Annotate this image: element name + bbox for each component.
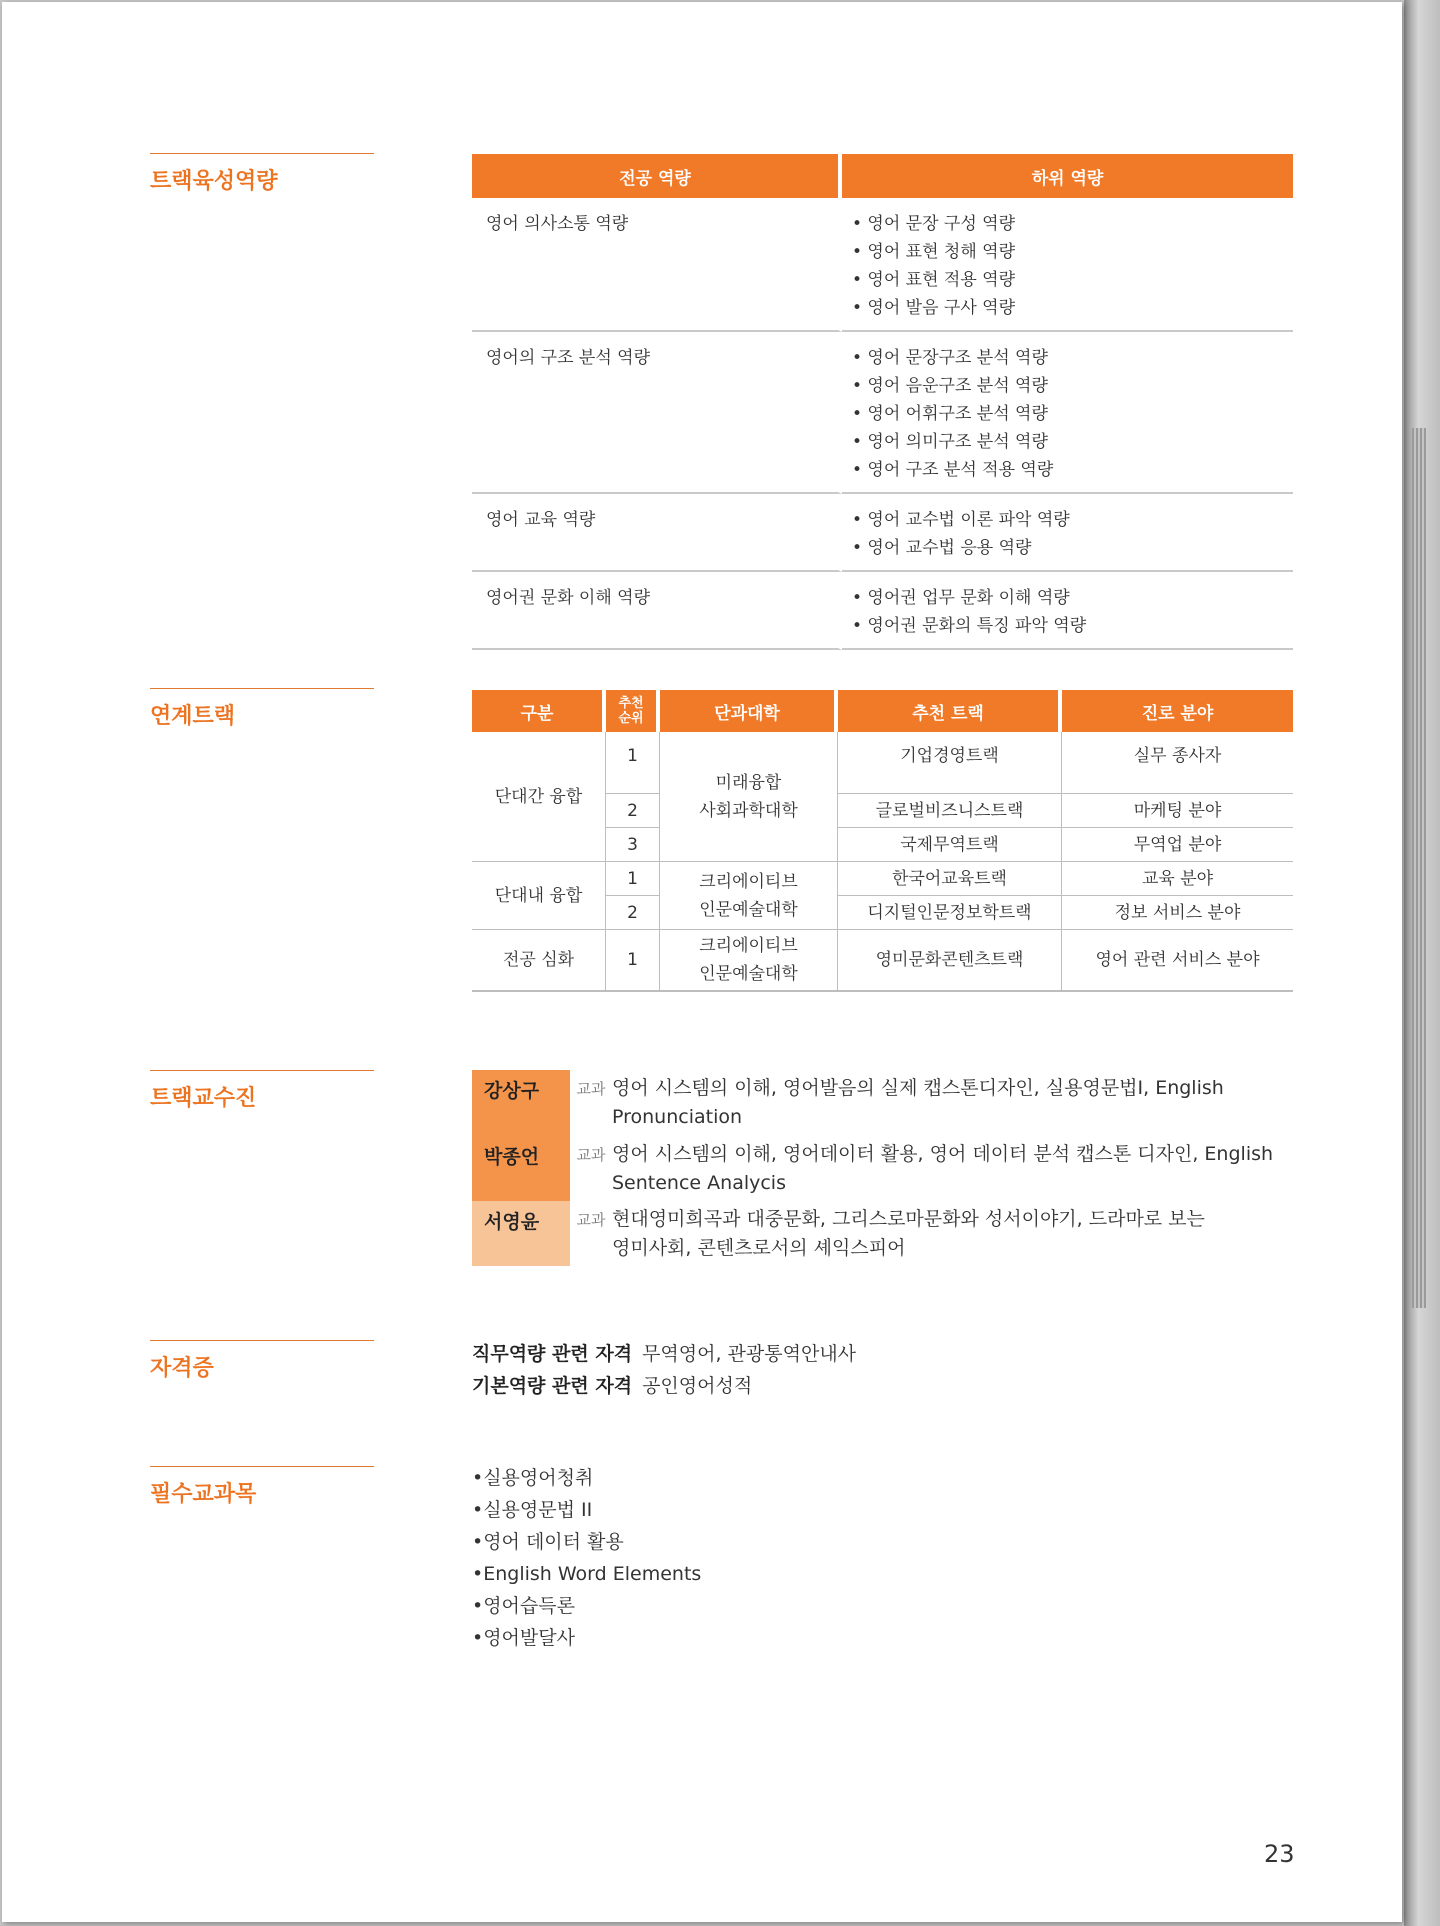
rank-cell: 1 (606, 862, 660, 896)
faculty-name: 강상구 (472, 1070, 570, 1136)
college-line: 사회과학대학 (699, 800, 798, 821)
career-cell: 실무 종사자 (1062, 732, 1293, 794)
page-number: 23 (1264, 1840, 1295, 1868)
career-cell: 마케팅 분야 (1062, 794, 1293, 828)
section-label-competency: 트랙육성역량 (150, 153, 374, 195)
sub-competency: • 영어 음운구조 분석 역량 (852, 376, 1048, 396)
sub-competency-list (842, 198, 1293, 332)
course-line: Sentence Analycis (612, 1172, 786, 1194)
required-course: •실용영어청취 (472, 1467, 594, 1489)
college-cell (660, 862, 838, 930)
college-line: 인문예술대학 (699, 964, 798, 984)
sub-competency: • 영어 발음 구사 역량 (852, 298, 1016, 318)
linked-track-table (472, 690, 1293, 992)
certificate-item (472, 1338, 856, 1370)
track-cell: 영미문화콘텐츠트랙 (838, 930, 1062, 992)
faculty-courses (612, 1136, 1312, 1201)
career-cell: 정보 서비스 분야 (1062, 896, 1293, 930)
table-row (472, 198, 1293, 332)
course-line: 영어 시스템의 이해, 영어데이터 활용, 영어 데이터 분석 캡스톤 디자인, English (612, 1143, 1274, 1165)
column-header: 구분 (472, 690, 606, 732)
group-cell: 전공 심화 (472, 930, 606, 992)
faculty-courses (612, 1201, 1312, 1266)
track-cell: 글로벌비즈니스트랙 (838, 794, 1062, 828)
faculty-name: 서영윤 (472, 1201, 570, 1266)
section-label-required: 필수교과목 (150, 1466, 374, 1508)
sub-competency: • 영어 표현 청해 역량 (852, 242, 1016, 262)
document-page (2, 2, 1402, 1922)
course-line: 영어 시스템의 이해, 영어발음의 실제 캡스톤디자인, 실용영문법I, English (612, 1077, 1224, 1099)
table-row (472, 862, 1293, 896)
group-cell: 단대간 융합 (472, 732, 606, 862)
rank-header-line: 추천 (618, 696, 644, 711)
certificate-list (472, 1338, 856, 1402)
column-header: 추천 트랙 (838, 690, 1062, 732)
rank-cell: 2 (606, 896, 660, 930)
sub-competency: • 영어권 업무 문화 이해 역량 (852, 588, 1070, 608)
required-course: •영어습득론 (472, 1595, 575, 1617)
table-row (472, 732, 1293, 794)
rank-cell: 2 (606, 794, 660, 828)
sub-competency: • 영어 문장 구성 역량 (852, 214, 1016, 234)
table-row (472, 494, 1293, 572)
sub-competency-list (842, 494, 1293, 572)
column-header: 진로 분야 (1062, 690, 1293, 732)
faculty-tag: 교과 (576, 1211, 606, 1229)
major-competency: 영어 의사소통 역량 (472, 198, 842, 332)
column-header: 단과대학 (660, 690, 838, 732)
faculty-courses (612, 1070, 1312, 1136)
college-cell (660, 732, 838, 862)
certificate-item (472, 1370, 856, 1402)
college-line: 크리에이티브 (699, 936, 798, 956)
table-header-row (472, 690, 1293, 732)
section-label-certificates: 자격증 (150, 1340, 374, 1382)
required-course: •English Word Elements (472, 1563, 702, 1585)
table-header-row (472, 154, 1293, 198)
college-cell (660, 930, 838, 992)
table-row (472, 930, 1293, 992)
certificate-label: 기본역량 관련 자격 (472, 1375, 633, 1397)
major-competency: 영어권 문화 이해 역량 (472, 572, 842, 650)
certificate-label: 직무역량 관련 자격 (472, 1343, 633, 1365)
faculty-item (472, 1070, 1312, 1136)
course-line: 현대영미희곡과 대중문화, 그리스로마문화와 성서이야기, 드라마로 보는 (612, 1208, 1205, 1230)
table-row (472, 572, 1293, 650)
track-cell: 기업경영트랙 (838, 732, 1062, 794)
rank-header-line: 순위 (618, 711, 644, 726)
track-cell: 디지털인문정보학트랙 (838, 896, 1062, 930)
sub-competency-list (842, 332, 1293, 494)
section-label-faculty: 트랙교수진 (150, 1070, 374, 1112)
career-cell: 무역업 분야 (1062, 828, 1293, 862)
course-line: Pronunciation (612, 1106, 743, 1128)
track-cell: 국제무역트랙 (838, 828, 1062, 862)
faculty-item (472, 1136, 1312, 1201)
column-header: 전공 역량 (472, 154, 842, 198)
sub-competency: • 영어권 문화의 특징 파악 역량 (852, 616, 1087, 636)
faculty-tag: 교과 (576, 1146, 606, 1164)
sub-competency: • 영어 교수법 이론 파악 역량 (852, 510, 1070, 530)
faculty-item (472, 1201, 1312, 1266)
faculty-name: 박종언 (472, 1136, 570, 1201)
faculty-list (472, 1070, 1312, 1266)
major-competency: 영어 교육 역량 (472, 494, 842, 572)
faculty-tag: 교과 (576, 1080, 606, 1098)
section-label-linked-track: 연계트랙 (150, 688, 374, 730)
column-header: 하위 역량 (842, 154, 1293, 198)
sub-competency: • 영어 어휘구조 분석 역량 (852, 404, 1048, 424)
course-line: 영미사회, 콘텐츠로서의 셰익스피어 (612, 1237, 906, 1259)
college-line: 인문예술대학 (699, 899, 798, 920)
page-edge-marks (1412, 428, 1426, 1308)
sub-competency: • 영어 표현 적용 역량 (852, 270, 1016, 290)
sub-competency-list (842, 572, 1293, 650)
rank-cell: 1 (606, 930, 660, 992)
sub-competency: • 영어 문장구조 분석 역량 (852, 348, 1048, 368)
group-cell: 단대내 융합 (472, 862, 606, 930)
track-cell: 한국어교육트랙 (838, 862, 1062, 896)
required-course: •영어발달사 (472, 1627, 575, 1649)
major-competency: 영어의 구조 분석 역량 (472, 332, 842, 494)
sub-competency: • 영어 구조 분석 적용 역량 (852, 460, 1054, 480)
sub-competency: • 영어 의미구조 분석 역량 (852, 432, 1048, 452)
certificate-value: 무역영어, 관광통역안내사 (642, 1343, 857, 1365)
career-cell: 교육 분야 (1062, 862, 1293, 896)
college-line: 크리에이티브 (699, 871, 798, 892)
rank-cell: 3 (606, 828, 660, 862)
college-line: 미래융합 (715, 772, 782, 793)
required-course: •실용영문법 II (472, 1499, 593, 1521)
table-row (472, 332, 1293, 494)
competency-table (472, 154, 1293, 650)
sub-competency: • 영어 교수법 응용 역량 (852, 538, 1032, 558)
required-course-list (472, 1462, 701, 1654)
career-cell: 영어 관련 서비스 분야 (1062, 930, 1293, 992)
certificate-value: 공인영어성적 (642, 1375, 753, 1397)
required-course: •영어 데이터 활용 (472, 1531, 624, 1553)
rank-cell: 1 (606, 732, 660, 794)
column-header-rank (606, 690, 660, 732)
